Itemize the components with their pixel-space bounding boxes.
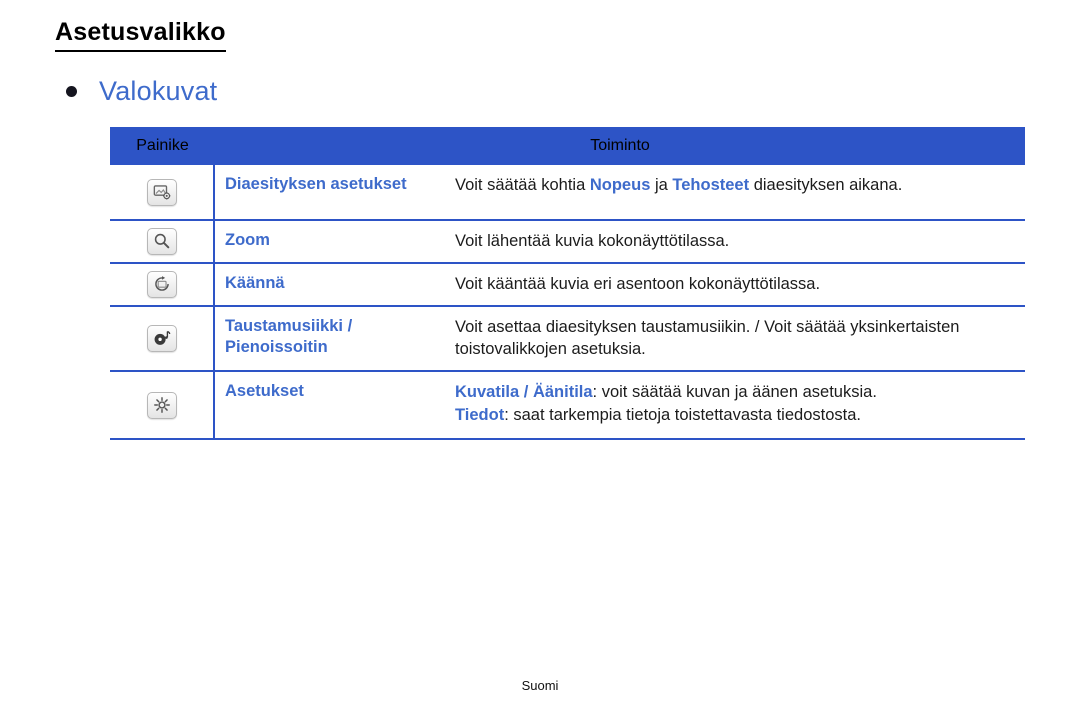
header-button-column: Painike [136, 137, 189, 154]
footer-language-label: Suomi [521, 678, 559, 693]
row-label: Käännä [225, 273, 285, 292]
table-row [110, 165, 1025, 221]
table-row [110, 264, 1025, 307]
row-description: Voit kääntää kuvia eri asentoon kokonäyttötilassa. [455, 274, 821, 293]
zoom-icon [147, 228, 177, 255]
settings-icon [147, 392, 177, 419]
table-row [110, 221, 1025, 264]
slideshow-settings-icon [147, 179, 177, 206]
button-cell [110, 264, 215, 305]
header-function-column: Toiminto [590, 137, 650, 154]
table-row [110, 372, 1025, 440]
table-header-row [110, 127, 1025, 165]
bullet-icon [66, 86, 77, 97]
background-music-icon [147, 325, 177, 352]
row-label: Asetukset [225, 382, 304, 401]
row-description: Voit lähentää kuvia kokonäyttötilassa. [455, 232, 730, 250]
section-heading [66, 76, 1080, 107]
row-label: Zoom [225, 231, 270, 249]
row-description: Voit säätää kohtia Nopeus ja Tehosteet diaesityksen aikana. [455, 176, 903, 194]
row-description: Kuvatila / Äänitila: voit säätää kuvan ja äänen asetuksia. Tiedot: saat tarkempia tietoja toistettavasta tiedostosta. [455, 383, 877, 424]
row-label: Diaesityksen asetukset [225, 175, 407, 193]
photos-settings-table [110, 127, 1025, 440]
button-cell [110, 307, 215, 371]
row-description: Voit asettaa diaesityksen taustamusiikin. / Voit säätää yksinkertaisten toistovalikkojen asetuksia. [455, 317, 960, 359]
table-row [110, 307, 1025, 373]
page-title: Asetusvalikko [55, 18, 226, 52]
section-title: Valokuvat [99, 76, 218, 106]
button-cell [110, 221, 215, 262]
row-label: Taustamusiikki / Pienoissoitin [225, 316, 353, 356]
button-cell [110, 165, 215, 219]
button-cell [110, 372, 215, 438]
rotate-icon [147, 271, 177, 298]
